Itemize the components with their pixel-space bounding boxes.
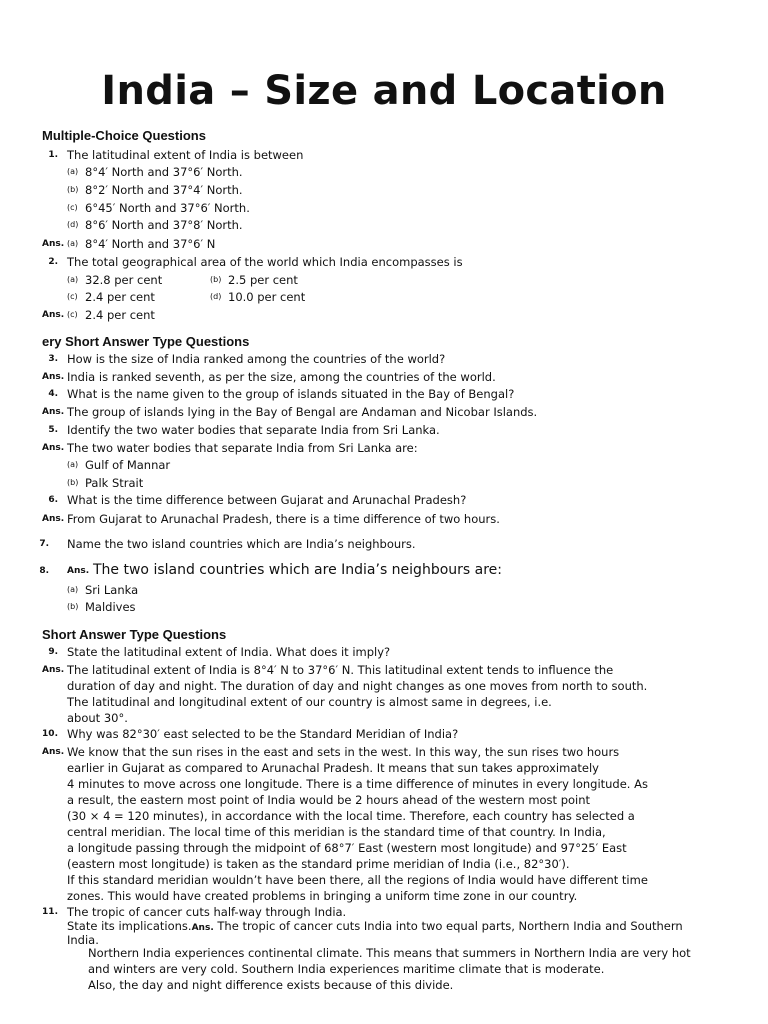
question-number: 6. — [48, 495, 58, 505]
answer-line: central meridian. The local time of this meridian is the standard time of that country. In India, — [67, 825, 606, 839]
answer-label: Ans. — [42, 407, 65, 417]
option-text: 8°6′ North and 37°8′ North. — [85, 218, 243, 232]
answer-line: 4 minutes to move across one longitude. There is a time difference of minutes in every longitude. As — [67, 777, 648, 791]
answer-label: Ans. — [42, 665, 65, 675]
answer-text: India is ranked seventh, as per the size, among the countries of the world. — [67, 370, 496, 384]
answer-option-label: (a) — [67, 239, 79, 248]
answer-line: (eastern most longitude) is taken as the standard prime meridian of India (i.e., 82°30′). — [67, 857, 570, 871]
option-text: Maldives — [85, 600, 136, 614]
question-number: 8. — [39, 566, 49, 576]
answer-text: From Gujarat to Arunachal Pradesh, there is a time difference of two hours. — [67, 512, 500, 526]
option-text: Sri Lanka — [85, 583, 139, 597]
option-label: (c) — [67, 292, 78, 301]
answer-line: Northern India experiences continental climate. This means that summers in Northern India are very hot — [88, 946, 691, 960]
option-label: (c) — [67, 203, 78, 212]
option-label: (a) — [67, 167, 79, 176]
section-heading-mcq: Multiple-Choice Questions — [42, 128, 206, 143]
option-label: (b) — [210, 275, 222, 284]
section-heading-vsa: ery Short Answer Type Questions — [42, 334, 250, 349]
question-text-part: State its implications. — [67, 919, 192, 933]
option-text: 6°45′ North and 37°6′ North. — [85, 201, 250, 215]
question-number: 5. — [48, 425, 58, 435]
question-number: 11. — [42, 907, 58, 917]
question-text: Why was 82°30′ east selected to be the Standard Meridian of India? — [67, 727, 459, 741]
question-text-cont — [67, 918, 683, 936]
question-text: How is the size of India ranked among the countries of the world? — [67, 352, 446, 366]
question-number: 7. — [39, 539, 49, 549]
answer-label: Ans. — [67, 566, 90, 576]
question-text: What is the time difference between Gujarat and Arunachal Pradesh? — [67, 493, 467, 507]
option-text: 2.5 per cent — [228, 273, 298, 287]
answer-label: Ans. — [191, 923, 214, 933]
option-text: Palk Strait — [85, 476, 144, 490]
option-label: (b) — [67, 185, 79, 194]
answer-label: Ans. — [42, 514, 65, 524]
option-text: 8°2′ North and 37°4′ North. — [85, 183, 243, 197]
section-heading-sa: Short Answer Type Questions — [42, 627, 227, 642]
answer-line: a result, the eastern most point of India would be 2 hours ahead of the western most point — [67, 793, 591, 807]
question-number: 3. — [48, 354, 58, 364]
question-number: 4. — [48, 389, 58, 399]
option-text: 32.8 per cent — [85, 273, 163, 287]
question-text: The total geographical area of the world which India encompasses is — [67, 255, 463, 269]
answer-line: Also, the day and night difference exists because of this divide. — [88, 978, 454, 992]
answer-text-part: The tropic of cancer cuts India into two equal parts, Northern India and Southern — [213, 919, 683, 933]
answer-label: Ans. — [42, 372, 65, 382]
question-number: 10. — [42, 729, 58, 739]
answer-text-cont: India. — [67, 933, 99, 947]
question-number: 1. — [48, 150, 58, 160]
question-text: The tropic of cancer cuts half-way through India. — [67, 905, 347, 919]
question-number: 9. — [48, 647, 58, 657]
option-label: (a) — [67, 275, 79, 284]
answer-line: The latitudinal extent of India is 8°4′ N to 37°6′ N. This latitudinal extent tends to influence the — [67, 663, 614, 677]
option-text: 2.4 per cent — [85, 290, 155, 304]
answer-text: 8°4′ North and 37°6′ N — [85, 237, 216, 251]
option-label: (a) — [67, 460, 79, 469]
answer-label: Ans. — [42, 443, 65, 453]
answer-line: The latitudinal and longitudinal extent of our country is almost same in degrees, i.e. — [67, 695, 552, 709]
answer-line: about 30°. — [67, 711, 128, 725]
answer-line: earlier in Gujarat as compared to Arunachal Pradesh. It means that sun takes approximately — [67, 761, 599, 775]
question-text: Name the two island countries which are India’s neighbours. — [67, 537, 416, 551]
answer-label: Ans. — [42, 310, 65, 320]
option-label: (b) — [67, 478, 79, 487]
option-text: 10.0 per cent — [228, 290, 306, 304]
question-number: 2. — [48, 257, 58, 267]
answer-label: Ans. — [42, 747, 65, 757]
answer-text: The group of islands lying in the Bay of Bengal are Andaman and Nicobar Islands. — [67, 405, 538, 419]
answer-line: If this standard meridian wouldn’t have been there, all the regions of India would have different time — [67, 873, 648, 887]
option-label: (a) — [67, 585, 79, 594]
option-label: (d) — [210, 292, 222, 301]
answer-text: 2.4 per cent — [85, 308, 155, 322]
answer-line: (30 × 4 = 120 minutes), in accordance with the local time. Therefore, each country has selected a — [67, 809, 635, 823]
question-text: State the latitudinal extent of India. What does it imply? — [67, 645, 391, 659]
question-text: What is the name given to the group of islands situated in the Bay of Bengal? — [67, 387, 515, 401]
answer-line: duration of day and night. The duration of day and night changes as one moves from north to south. — [67, 679, 648, 693]
answer-line: We know that the sun rises in the east and sets in the west. In this way, the sun rises two hours — [67, 745, 620, 759]
answer-line: and winters are very cold. Southern India experiences maritime climate that is moderate. — [88, 962, 605, 976]
option-text: 8°4′ North and 37°6′ North. — [85, 165, 243, 179]
answer-label: Ans. — [42, 239, 65, 249]
answer-text: The two island countries which are India’s neighbours are: — [93, 562, 503, 578]
page-title: India – Size and Location — [101, 68, 667, 114]
answer-option-label: (c) — [67, 310, 78, 319]
question-text: The latitudinal extent of India is between — [67, 148, 304, 162]
option-label: (d) — [67, 220, 79, 229]
answer-text: The two water bodies that separate India from Sri Lanka are: — [67, 441, 418, 455]
option-label: (b) — [67, 602, 79, 611]
answer-line: zones. This would have created problems in bringing a uniform time zone in our country. — [67, 889, 578, 903]
question-text: Identify the two water bodies that separate India from Sri Lanka. — [67, 423, 440, 437]
option-text: Gulf of Mannar — [85, 458, 171, 472]
answer-line: a longitude passing through the midpoint of 68°7′ East (western most longitude) and 97°25′ East — [67, 841, 627, 855]
